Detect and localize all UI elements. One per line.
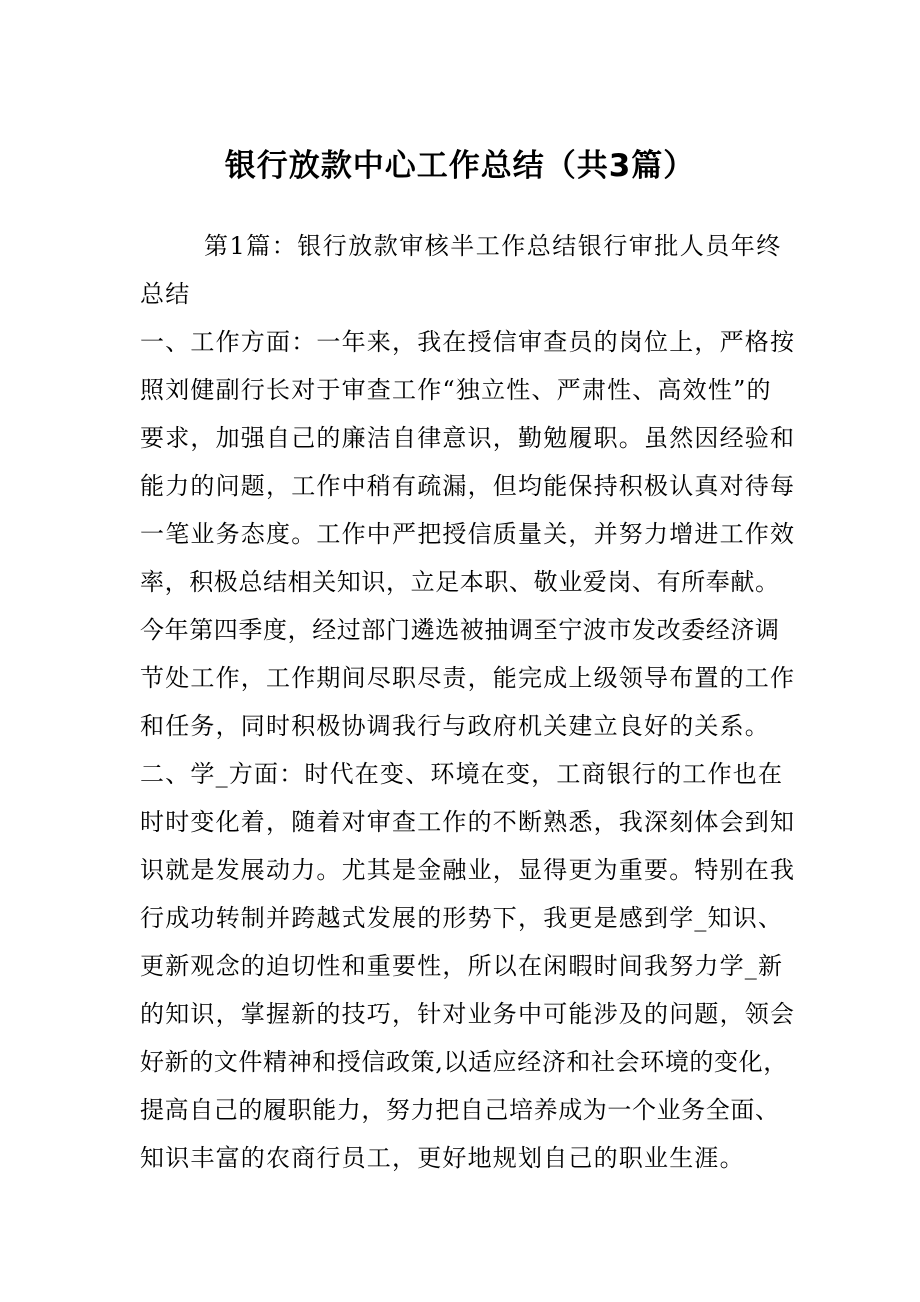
text-line: 更新观念的迫切性和重要性，所以在闲暇时间我努力学_新	[140, 952, 784, 980]
text-line: 照刘健副行长对于审查工作“独立性、严肃性、高效性”的	[140, 376, 772, 404]
text-line: 节处工作，工作期间尽职尽责，能完成上级领导布置的工作	[140, 664, 796, 692]
document-title: 银行放款中心工作总结（共3篇）	[224, 148, 696, 184]
text-line: 二、学_方面：时代在变、环境在变，工商银行的工作也在	[140, 760, 784, 788]
text-line: 能力的问题，工作中稍有疏漏，但均能保持积极认真对待每	[140, 472, 796, 500]
text-line: 知识丰富的农商行员工，更好地规划自己的职业生涯。	[140, 1144, 745, 1172]
text-line: 识就是发展动力。尤其是金融业，显得更为重要。特别在我	[140, 856, 796, 884]
text-line: 时时变化着，随着对审查工作的不断熟悉，我深刻体会到知	[140, 808, 796, 836]
text-line: 今年第四季度，经过部门遴选被抽调至宁波市发改委经济调	[140, 616, 780, 644]
text-line: 总结	[140, 280, 191, 308]
document-body	[140, 222, 800, 1182]
text-line: 好新的文件精神和授信政策,以适应经济和社会环境的变化，	[140, 1048, 788, 1076]
text-line: 行成功转制并跨越式发展的形势下，我更是感到学_知识、	[140, 904, 784, 932]
text-line: 一笔业务态度。工作中严把授信质量关，并努力增进工作效	[140, 520, 796, 548]
text-line: 第1篇：银行放款审核半工作总结银行审批人员年终	[204, 232, 782, 260]
text-line: 率，积极总结相关知识，立足本职、敬业爱岗、有所奉献。	[140, 568, 780, 596]
text-line: 一、工作方面：一年来，我在授信审查员的岗位上，严格按	[140, 328, 796, 356]
text-line: 要求，加强自己的廉洁自律意识，勤勉履职。虽然因经验和	[140, 424, 796, 452]
text-line: 提高自己的履职能力，努力把自己培养成为一个业务全面、	[140, 1096, 780, 1124]
text-line: 和任务，同时积极协调我行与政府机关建立良好的关系。	[140, 712, 770, 740]
text-line: 的知识，掌握新的技巧，针对业务中可能涉及的问题，领会	[140, 1000, 796, 1028]
